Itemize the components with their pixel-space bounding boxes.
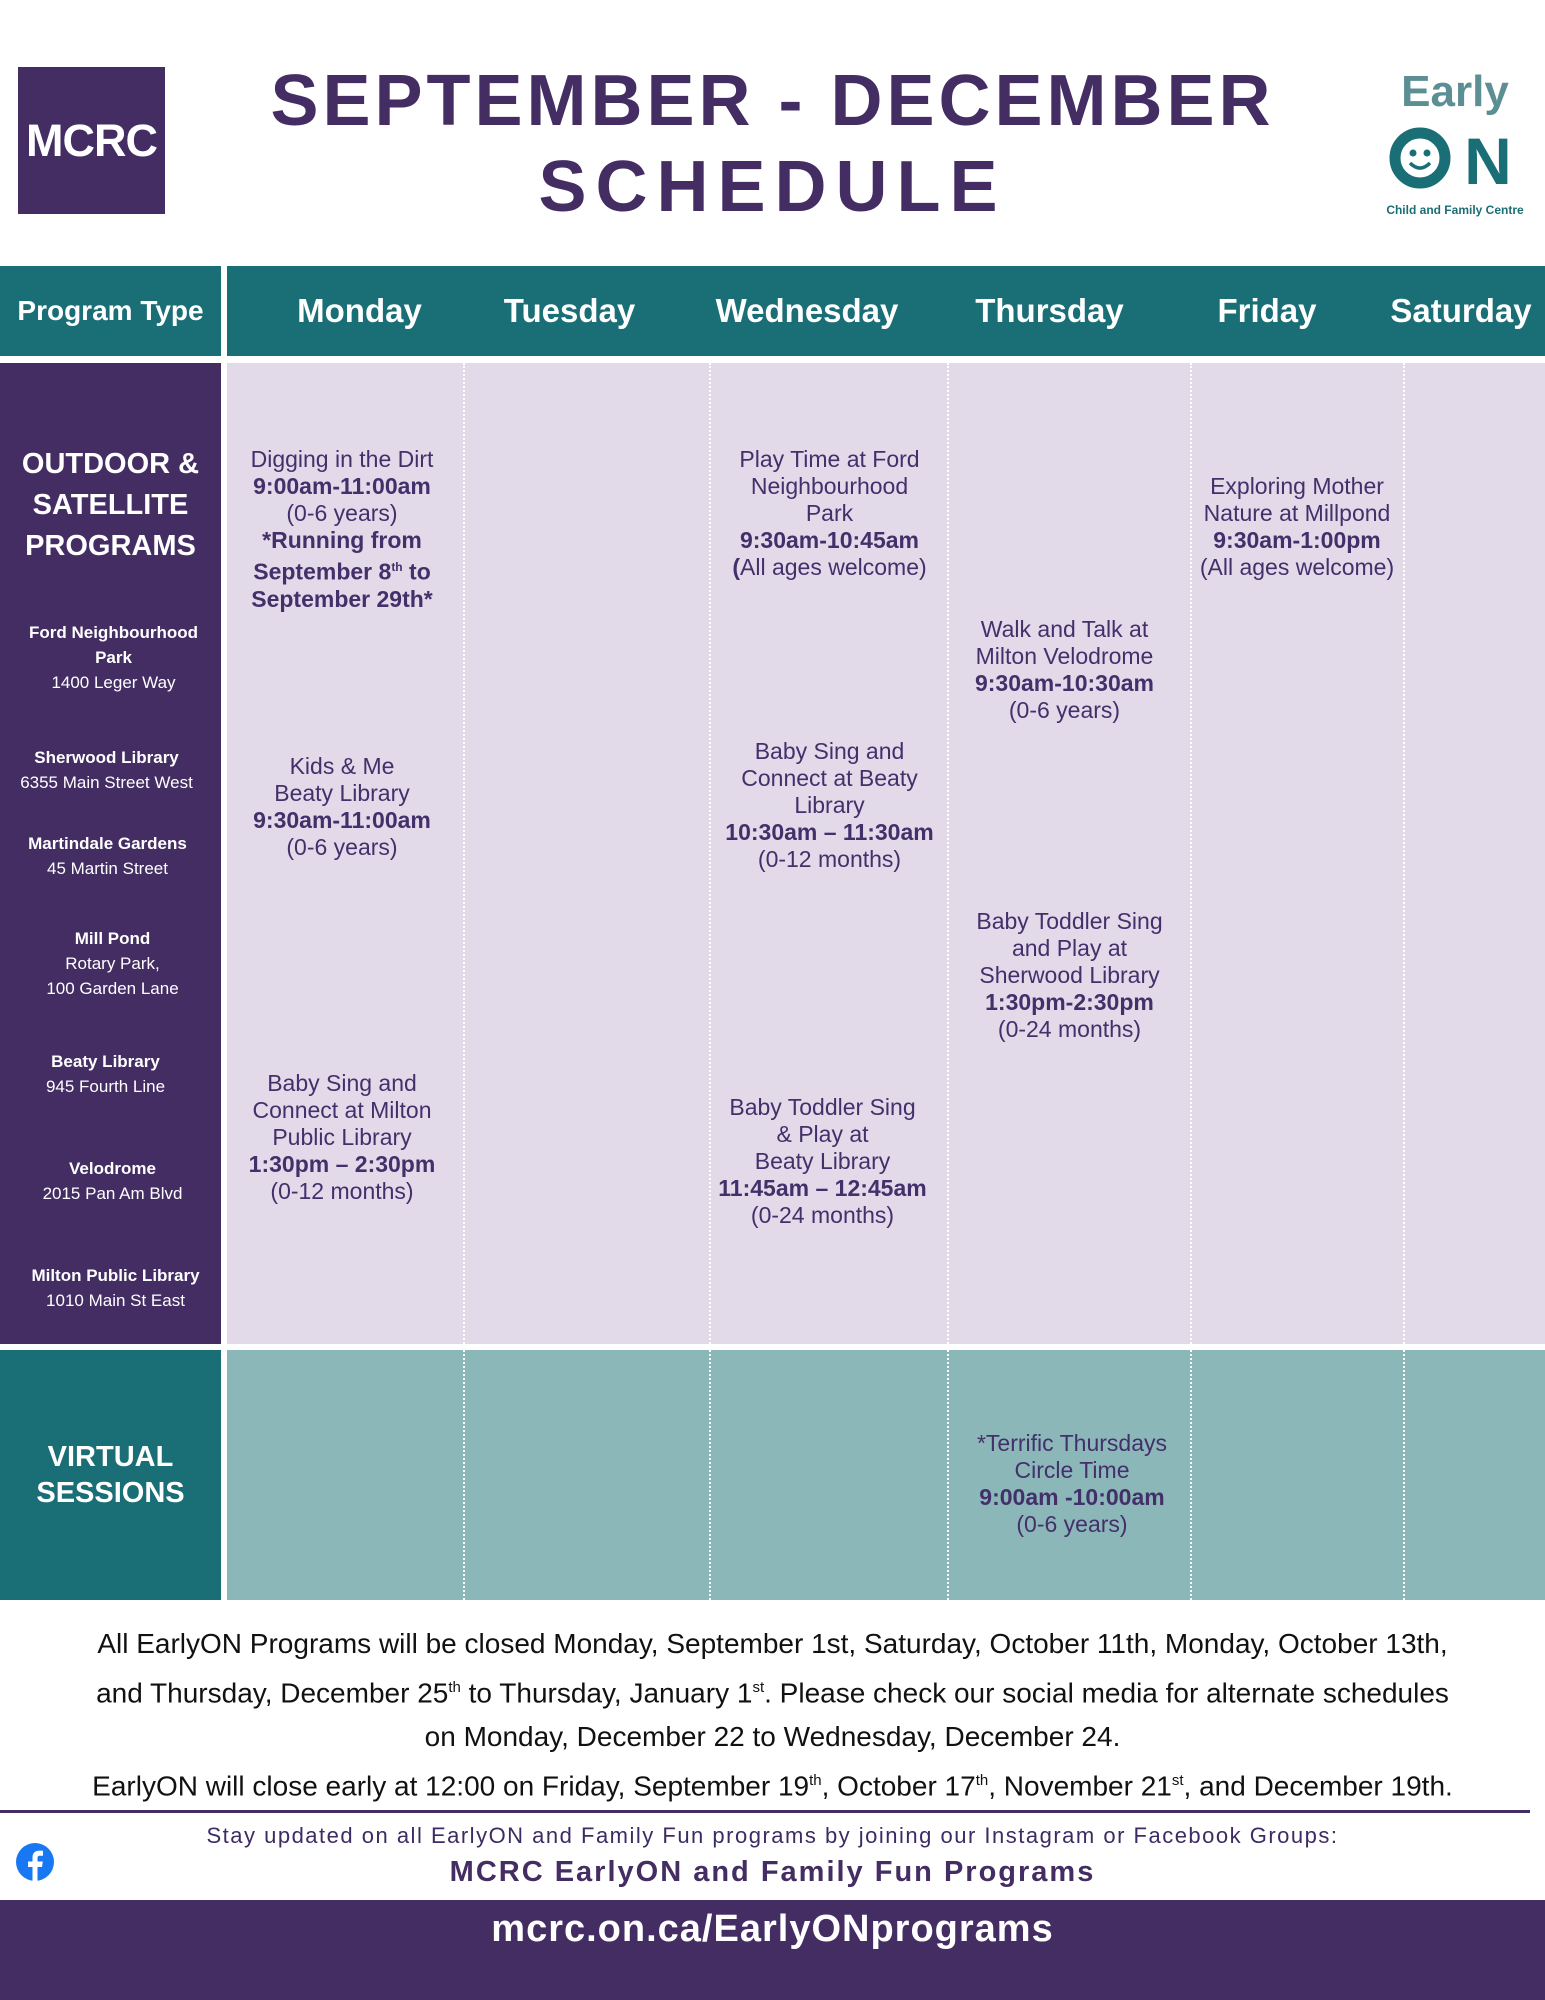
outdoor-schedule-grid (227, 363, 1545, 1344)
event-wednesday-play-time-ford-park: Play Time at Ford Neighbourhood Park 9:30am-10:45am (All ages welcome) (732, 446, 927, 580)
location-mill-pond: Mill Pond Rotary Park, 100 Garden Lane (46, 929, 179, 998)
mcrc-logo: MCRC (18, 67, 165, 214)
location-martindale-gardens: Martindale Gardens 45 Martin Street (28, 834, 187, 878)
event-monday-baby-sing-milton-library: Baby Sing and Connect at Milton Public Library 1:30pm – 2:30pm (0-12 months) (248, 1070, 436, 1204)
event-wednesday-baby-sing-beaty-library: Baby Sing and Connect at Beaty Library 10:30am – 11:30am (0-12 months) (725, 738, 934, 872)
day-header-wednesday: Wednesday (715, 292, 899, 329)
virtual-sessions-title: VIRTUAL SESSIONS (36, 1441, 185, 1509)
closure-notes (30, 1622, 1515, 1809)
divider (0, 1810, 1530, 1813)
event-thursday-walk-and-talk-velodrome: Walk and Talk at Milton Velodrome 9:30am-10:30am (0-6 years) (974, 616, 1154, 723)
outdoor-programs-title: OUTDOOR & SATELLITE PROGRAMS (21, 448, 200, 562)
location-sherwood-library: Sherwood Library 6355 Main Street West (20, 748, 193, 792)
earlyon-logo-n: N (1464, 124, 1512, 198)
early-close-notes: EarlyON will close early at 12:00 on Friday, September 19th, October 17th, November 21st, and December 19th. (92, 1770, 1453, 1802)
virtual-schedule-grid (227, 1350, 1545, 1600)
location-velodrome: Velodrome 2015 Pan Am Blvd (42, 1159, 183, 1203)
facebook-icon[interactable] (16, 1843, 54, 1881)
closure-notes-line-2: and Thursday, December 25th to Thursday, January 1st. Please check our social media for alternate schedules (96, 1677, 1449, 1709)
event-wednesday-baby-toddler-beaty-library: Baby Toddler Sing & Play at Beaty Library 11:45am – 12:45am (0-24 months) (718, 1094, 927, 1228)
closure-notes-line-1: All EarlyON Programs will be closed Monday, September 1st, Saturday, October 11th, Monday, October 13th, (97, 1628, 1448, 1659)
stay-updated-text: Stay updated on all EarlyON and Family Fun programs by joining our Instagram or Facebook Groups: (206, 1823, 1339, 1848)
event-thursday-baby-toddler-sherwood-library: Baby Toddler Sing and Play at Sherwood Library 1:30pm-2:30pm (0-24 months) (976, 908, 1163, 1042)
day-header-tuesday: Tuesday (503, 292, 636, 329)
event-thursday-terrific-thursdays-circle-time: *Terrific Thursdays Circle Time 9:00am -10:00am (0-6 years) (976, 1430, 1168, 1537)
location-ford-park: Ford Neighbourhood Park 1400 Leger Way (28, 623, 199, 692)
title-line-1: SEPTEMBER - DECEMBER (270, 61, 1275, 141)
event-monday-digging-in-the-dirt: Digging in the Dirt 9:00am-11:00am (0-6 years) *Running from September 8th to September 29th* (250, 446, 434, 612)
earlyon-logo-tagline: Child and Family Centre (1386, 203, 1524, 217)
event-monday-kids-and-me: Kids & Me Beaty Library 9:30am-11:00am (0-6 years) (253, 753, 431, 860)
location-milton-public-library: Milton Public Library 1010 Main St East (31, 1266, 200, 1310)
closure-notes-line-3: on Monday, December 22 to Wednesday, December 24. (424, 1721, 1121, 1753)
event-friday-exploring-mother-nature: Exploring Mother Nature at Millpond 9:30am-1:00pm (All ages welcome) (1199, 473, 1395, 580)
day-header-monday: Monday (297, 292, 422, 329)
location-beaty-library: Beaty Library 945 Fourth Line (45, 1052, 166, 1096)
earlyon-logo (1380, 66, 1530, 226)
earlyon-logo-early: Early (1401, 67, 1509, 116)
smiley-face-icon (1395, 133, 1445, 183)
outdoor-programs-sidebar (0, 363, 221, 1344)
day-header-row (227, 266, 1545, 356)
day-header-saturday: Saturday (1390, 292, 1532, 329)
day-header-friday: Friday (1217, 292, 1317, 329)
page-title (200, 58, 1345, 230)
programs-url-link[interactable]: mcrc.on.ca/EarlyONprograms (491, 1908, 1054, 1950)
program-type-header: Program Type (0, 266, 221, 356)
day-header-thursday: Thursday (975, 292, 1124, 329)
group-name: MCRC EarlyON and Family Fun Programs (449, 1856, 1096, 1888)
virtual-sessions-sidebar (0, 1350, 221, 1600)
title-line-2: SCHEDULE (538, 147, 1007, 227)
